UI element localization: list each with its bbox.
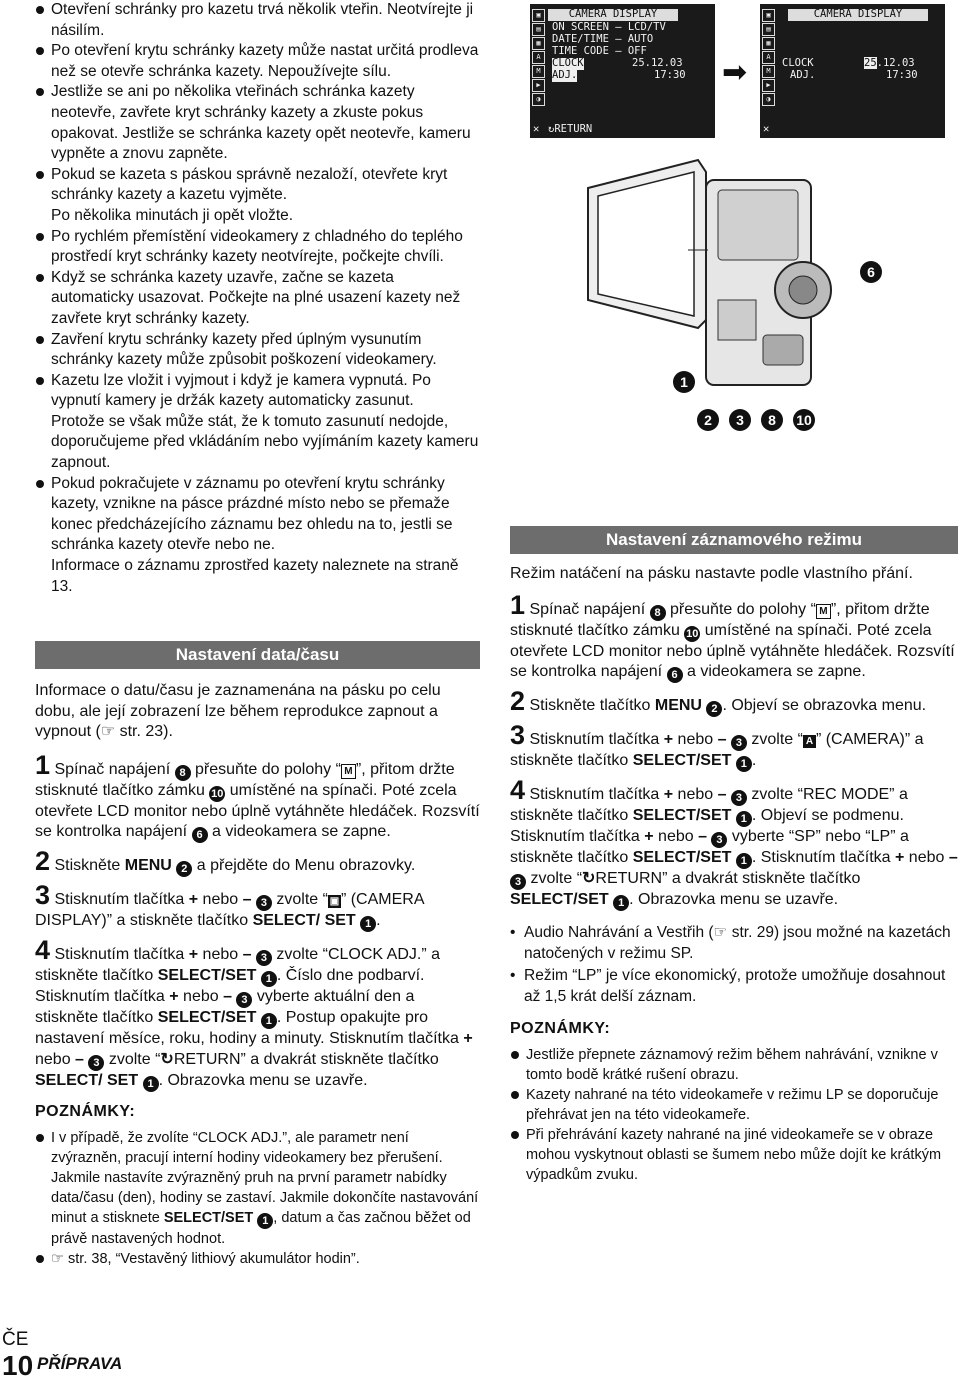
step-2: 2 Stiskněte tlačítko MENU 2 . Objeví se obrazovka menu. <box>510 686 927 716</box>
callout-6: 6 <box>860 261 882 283</box>
callout-1: 1 <box>673 371 695 393</box>
intro-note-item: Jestliže se ani po několika vteřinách schránka kazety neotevře, zavřete kryt schránky kazety a zkuste pokus opakovat. Jestliže se schránka kazety opět neotevře, kameru vypněte a znovu zapněte. <box>35 82 480 164</box>
m-mode-icon: M <box>341 764 356 779</box>
note-item: Kazety nahrané na této videokameře v režimu LP se doporučuje přehrávat jen na této videokameře. <box>510 1085 958 1125</box>
step-1: 1 Spínač napájení 8 přesuňte do polohy “ M ”, přitom držte stisknuté tlačítko zámku 10 umístěné na spínači. Poté zcela otevřete LCD monitor nebo úplně vytáhněte hledáček. Rozsvítí se kontrolka napájení 6 a videokamera se zapne. <box>510 589 955 681</box>
intro-note-item: Kazetu lze vložit i vyjmout i když je kamera vypnutá. Po vypnutí kamery je držák kazety automaticky zasunut. <box>35 371 480 412</box>
intro-note-item: Otevření schránky pro kazetu trvá několik vteřin. Neotvírejte ji násilím. <box>35 0 480 41</box>
section-intro: Informace o datu/času je zaznamenána na pásku po celu dobu, ale její zobrazení lze během reprodukce zapnout a vypnout (☞ str. 23). <box>35 682 441 741</box>
intro-note-item: Po rychlém přemístění videokamery z chladného do teplého prostředí kryt schránky kazety neotvírejte, počkejte chvíli. <box>35 227 480 268</box>
close-icon: ✕ <box>533 123 540 135</box>
chapter-label: PŘÍPRAVA <box>37 1354 123 1373</box>
power-switch-callout: 8 <box>175 765 191 781</box>
intro-note-item: Po několika minutách ji opět vložte. <box>51 206 294 224</box>
menu-icon-column: ▣ ▤ ▦ A M ▶ ◑ <box>532 9 546 107</box>
intro-note-item: Po otevření krytu schránky kazety může nastat určitá prodleva než se otevře schránka kazety. Nepoužívejte sílu. <box>35 41 480 82</box>
close-icon: ✕ <box>763 123 770 135</box>
intro-note-item: Protože se však může stát, že k tomuto zasunutí nedojde, doporučujeme před vkládáním nebo vyjímáním kazety kameru zapnout. <box>51 412 479 472</box>
step-3: 3 Stisknutím tlačítka + nebo – 3 zvolte “ A ” (CAMERA)” a stiskněte tlačítko SELECT/SET 1 . <box>510 720 924 770</box>
note-item: Jestliže přepnete záznamový režim během nahrávání, vznikne v tomto bodě krátké rušení obrazu. <box>510 1045 958 1085</box>
step-1: 1 Spínač napájení 8 přesuňte do polohy “ M ”, přitom držte stisknuté tlačítko zámku 10 umístěné na spínači. Poté zcela otevřete LCD monitor nebo úplně vytáhněte hledáček. Rozsvítí se kontrolka napájení 6 a videokamera se zapne. <box>35 749 480 842</box>
intro-notes-list <box>35 0 480 597</box>
notes-right: POZNÁMKY: Jestliže přepnete záznamový režim během nahrávání, vznikne v tomto bodě krátké rušení obrazu. Kazety nahrané na této videokameře v režimu LP se doporučuje přehrávat jen na této videokameře. Při přehrávání kazety nahrané na jiné videokameře se v obraze mohou vyskytnout oblasti se šumem nebo může dojít ke krátkým výpadkům zvuku. <box>510 1019 958 1185</box>
return-icon: ↻ <box>160 1050 174 1068</box>
page-number: 10 <box>2 1350 34 1381</box>
lock-button-callout: 10 <box>211 787 224 800</box>
day-highlight: 25 <box>864 57 877 69</box>
tip-item: • Režim “LP” je více ekonomický, protože umožňuje dosahnout až 1,5 krát delší záznam. <box>510 966 958 1007</box>
callout-2: 2 <box>697 409 719 431</box>
section-intro: Režim natáčení na pásku nastavte podle vlastního přání. <box>510 565 913 582</box>
return-label: ↻RETURN <box>548 123 593 135</box>
callout-3: 3 <box>729 409 751 431</box>
power-lamp-callout: 6 <box>192 827 208 843</box>
language-code: ČE <box>2 1329 29 1350</box>
step-4: 4 Stisknutím tlačítka + nebo – 3 zvolte “CLOCK ADJ.” a stiskněte tlačítko SELECT/SET 1 . Číslo dne podbarví. Stisknutím tlačítka + nebo – 3 vyberte aktuální den a stiskněte tlačítko SELECT/SET 1 . Postup opakujte pro nastavení měsíce, roku, hodiny a minuty. Stisknutím tlačítka + nebo – 3 zvolte “↻RETURN” a dvakrát stiskněte tlačítko SELECT/ SET 1 . Obrazovka menu se uzavře. <box>35 935 473 1090</box>
note-item: Při přehrávání kazety nahrané na jiné videokameře se v obraze mohou vyskytnout oblasti se šumem nebo může dojít ke krátkým výpadkům zvuku. <box>510 1125 958 1185</box>
tips-list <box>510 923 958 1007</box>
step-4: 4 Stisknutím tlačítka + nebo – 3 zvolte “REC MODE” a stiskněte tlačítko SELECT/SET 1 . Objeví se podmenu. Stisknutím tlačítka + nebo – 3 vyberte “SP” nebo “LP” a stiskněte tlačítko SELECT/SET 1 . Stisknutím tlačítka + nebo – 3 zvolte “↻RETURN” a dvakrát stiskněte tlačítko SELECT/SET 1 . Obrazovka menu se uzavře. <box>510 775 958 909</box>
step-2: 2 Stiskněte MENU 2 a přejděte do Menu obrazovky. <box>35 846 416 877</box>
intro-note-item: Když se schránka kazety uzavře, začne se kazeta automaticky usazovat. Počkejte na plné usazení kazety než zavřete kryt schránky kazety. <box>35 268 480 330</box>
intro-note-item: Zavření krytu schránky kazety před úplným vysunutím schránky kazety může způsobit poškození videokamery. <box>35 330 480 371</box>
intro-note-item: Pokud pokračujete v záznamu po otevření krytu schránky kazety, vznikne na pásce prázdné místo nebo se přemaže konec předcházejícího záznamu bez ohledu na to, jestli se schránka kazety otevře nebo ne. <box>35 474 480 556</box>
clock-adj-highlight: CLOCK <box>552 57 584 69</box>
step-3: 3 Stisknutím tlačítka + nebo – 3 zvolte “ ▣ ” (CAMERA DISPLAY)” a stiskněte tlačítko SELECT/ SET 1 . <box>35 880 424 931</box>
notes-left: POZNÁMKY: I v případě, že zvolíte “CLOCK ADJ.”, ale parametr není zvýrazněn, pracují interní hodiny videokamery bez přerušení. Jakmile nastavíte zvýrazněný pruh na první parametr nabídky data/času (den), hodiny se zastaví. Jakmile dokončíte nastavování minut a stisknete SELECT/SET 1 , datum a čas začnou běžet od právě nastavených hodnot. ☞ str. 38, “Vestavěný lithiový akumulátor hodin”. <box>35 1102 479 1267</box>
screen-title: CAMERA DISPLAY <box>548 9 678 21</box>
left-column <box>35 0 480 1269</box>
note-item: ☞ str. 38, “Vestavěný lithiový akumulátor hodin”. <box>35 1249 480 1269</box>
intro-note-item: Pokud se kazeta s páskou správně nezaloží, otevřete kryt schránky kazety a kazetu vyjměte. <box>35 165 480 206</box>
tip-item: • Audio Nahrávání a Vestřih (☞ str. 29) jsou možné na kazetách natočených v režimu SP. <box>510 923 958 964</box>
camera-mode-icon: A <box>803 735 816 748</box>
arrow-right-icon: ➡ <box>722 56 748 89</box>
section-title-date-time: Nastavení data/času <box>35 641 480 669</box>
section-title-rec-mode: Nastavení záznamového režimu <box>510 526 958 554</box>
right-column <box>510 526 958 1185</box>
m-mode-icon: M <box>816 604 831 619</box>
menu-screen-2: ▣ ▤ ▦ A M ▶ ◑ CAMERA DISPLAY CLOCK ADJ. 25.12.03 17:30 ✕ <box>760 4 945 138</box>
intro-note-item: Informace o záznamu zprostřed kazety naleznete na straně 13. <box>51 557 459 595</box>
camcorder-illustration <box>578 150 838 410</box>
note-item: I v případě, že zvolíte “CLOCK ADJ.”, ale parametr není zvýrazněn, pracují interní hodiny videokamery bez přerušení. Jakmile nastavíte zvýrazněný pruh na první parametr nabídky data/času (den), hodiny se zastaví. Jakmile dokončíte nastavování minut a stisknete SELECT/SET 1 , datum a čas začnou běžet od právě nastavených hodnot. <box>35 1128 480 1249</box>
camera-display-icon: ▣ <box>329 896 340 908</box>
callout-10: 10 <box>793 409 815 431</box>
callout-8: 8 <box>761 409 783 431</box>
return-icon: ↻ <box>582 870 596 887</box>
menu-screen-1: ▣ ▤ ▦ A M ▶ ◑ CAMERA DISPLAY ON SCREEN – LCD/TV DATE/TIME – AUTO TIME CODE – OFF CLOCK ADJ. 25.12.03 17:30 ✕ ↻RETURN <box>530 4 715 138</box>
